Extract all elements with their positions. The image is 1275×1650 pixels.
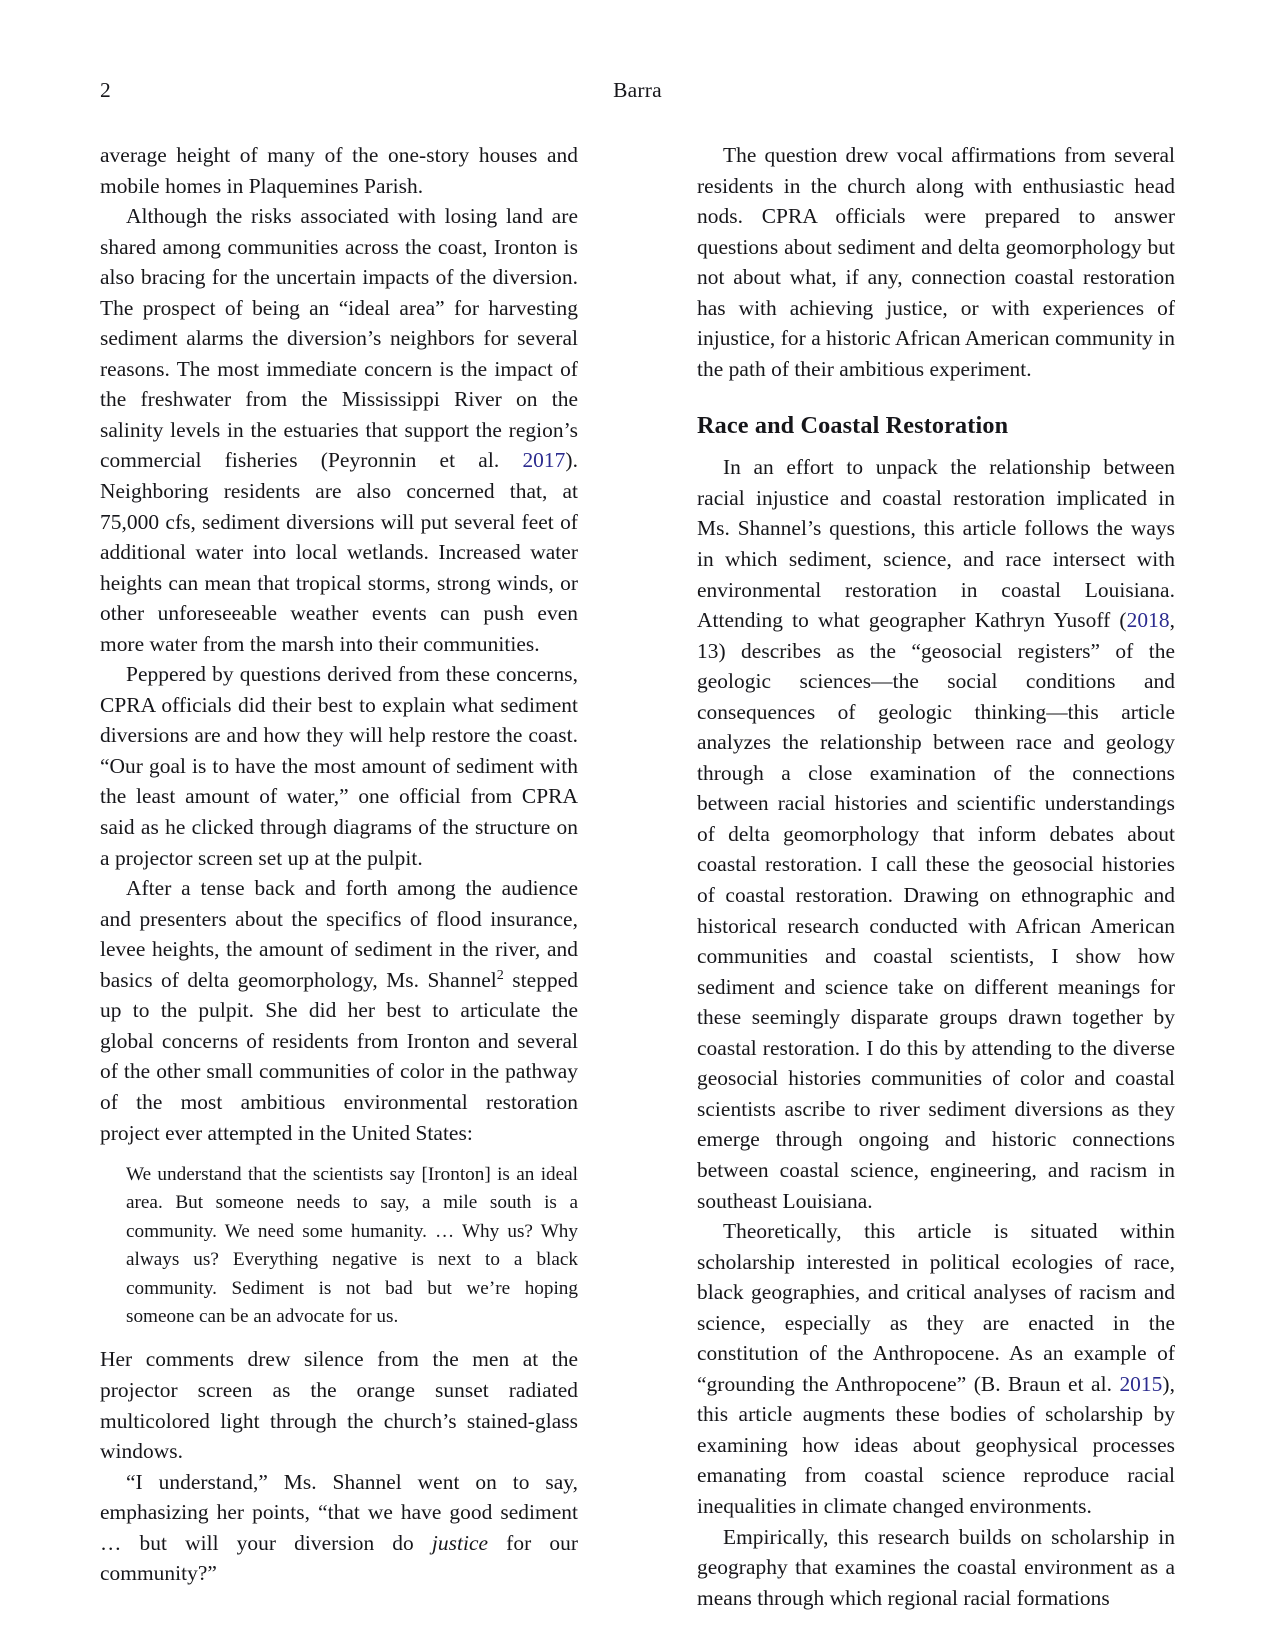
paragraph: The question drew vocal affirmations from several residents in the church along with enthusiastic head nods. CPRA officials were prepared to answer questions about sediment and delta geomorphology but not about what, if any, connection coastal restoration has with achieving justice, or with experiences of injustice, for a historic African American community in the path of their ambitious experiment. [697, 143, 1175, 381]
paragraph: Her comments drew silence from the men at the projector screen as the orange sunset radiated multicolored light through the church’s stained-glass windows. [100, 1347, 578, 1464]
paragraph: Although the risks associated with losing land are shared among communities across the coast, Ironton is also bracing for the uncertain impacts of the diversion. The prospect of being an “ideal area” for harvesting sediment alarms the diversion’s neighbors for several reasons. The most immediate concern is the impact of the freshwater from the Mississippi River on the salinity levels in the estuaries that support the region’s commercial fisheries (Peyronnin et al. 2017). Neighboring residents are also concerned that, at 75,000 cfs, sediment diversions will put several feet of additional water into local wetlands. Increased water heights can mean that tropical storms, strong winds, or other unforeseeable weather events can push even more water from the marsh into their communities. [100, 204, 578, 656]
page-number: 2 [100, 78, 111, 102]
block-quote-text: We understand that the scientists say [Ironton] is an ideal area. But someone needs to say, a mile south is a community. We need some humanity. … Why us? Why always us? Everything negative is next to a black community. Sediment is not bad but we’re hoping someone can be an advocate for us. [126, 1164, 578, 1328]
two-column-body [100, 140, 1175, 1610]
paragraph: Peppered by questions derived from these concerns, CPRA officials did their best to explain what sediment diversions are and how they will help restore the coast. “Our goal is to have the most amount of sediment with the least amount of water,” one official from CPRA said as he clicked through diagrams of the structure on a projector screen set up at the pulpit. [100, 662, 578, 870]
paragraph: “I understand,” Ms. Shannel went on to say, emphasizing her points, “that we have good sediment … but will your diversion do justice for our community?” [100, 1469, 578, 1586]
citation-link[interactable]: 2017 [522, 448, 566, 473]
block-quote [100, 1161, 578, 1331]
paragraph: After a tense back and forth among the audience and presenters about the specifics of flood insurance, levee heights, the amount of sediment in the river, and basics of delta geomorphology, Ms. Shannel$^2$ stepped up to the pulpit. She did her best to articulate the global concerns of residents from Ironton and several of the other small communities of color in the pathway of the most ambitious environmental restoration project ever attempted in the United States: [100, 876, 578, 1145]
footnote-marker[interactable]: 2 [496, 966, 504, 983]
paragraph: average height of many of the one-story houses and mobile homes in Plaquemines Parish. [100, 143, 578, 198]
citation-link[interactable]: 2018 [1126, 608, 1170, 633]
paragraph: In an effort to unpack the relationship between racial injustice and coastal restoration implicated in Ms. Shannel’s questions, this article follows the ways in which sediment, science, and race intersect with environmental restoration in coastal Louisiana. Attending to what geographer Kathryn Yusoff (2018, 13) describes as the “geosocial registers” of the geologic sciences—the social conditions and consequences of geologic thinking—this article analyzes the relationship between race and geology through a close examination of the connections between racial histories and scientific understandings of delta geomorphology that inform debates about coastal restoration. I call these the geosocial histories of coastal restoration. Drawing on ethnographic and historical research conducted with African American communities and coastal scientists, I show how sediment and science take on different meanings for these seemingly disparate groups drawn together by coastal restoration. I do this by attending to the diverse geosocial histories communities of color and coastal scientists ascribe to river sediment diversions as they emerge through ongoing and historic connections between coastal science, engineering, and racism in southeast Louisiana. [697, 455, 1175, 1213]
emphasis-text: justice [431, 1530, 489, 1555]
section-heading: Race and Coastal Restoration [697, 412, 1009, 440]
running-head [100, 76, 1175, 104]
left-column [100, 140, 578, 1590]
running-head-title: Barra [613, 78, 662, 102]
paragraph: Theoretically, this article is situated within scholarship interested in political ecologies of race, black geographies, and critical analyses of racism and science, especially as they are enacted in the constitution of the Anthropocene. As an example of “grounding the Anthropocene” (B. Braun et al. 2015), this article augments these bodies of scholarship by examining how ideas about geophysical processes emanating from coastal science reproduce racial inequalities in climate changed environments. [697, 1219, 1175, 1518]
paragraph: Empirically, this research builds on scholarship in geography that examines the coastal environment as a means through which regional racial formations [697, 1524, 1175, 1610]
citation-link[interactable]: 2015 [1119, 1371, 1163, 1396]
right-column [697, 140, 1175, 1610]
